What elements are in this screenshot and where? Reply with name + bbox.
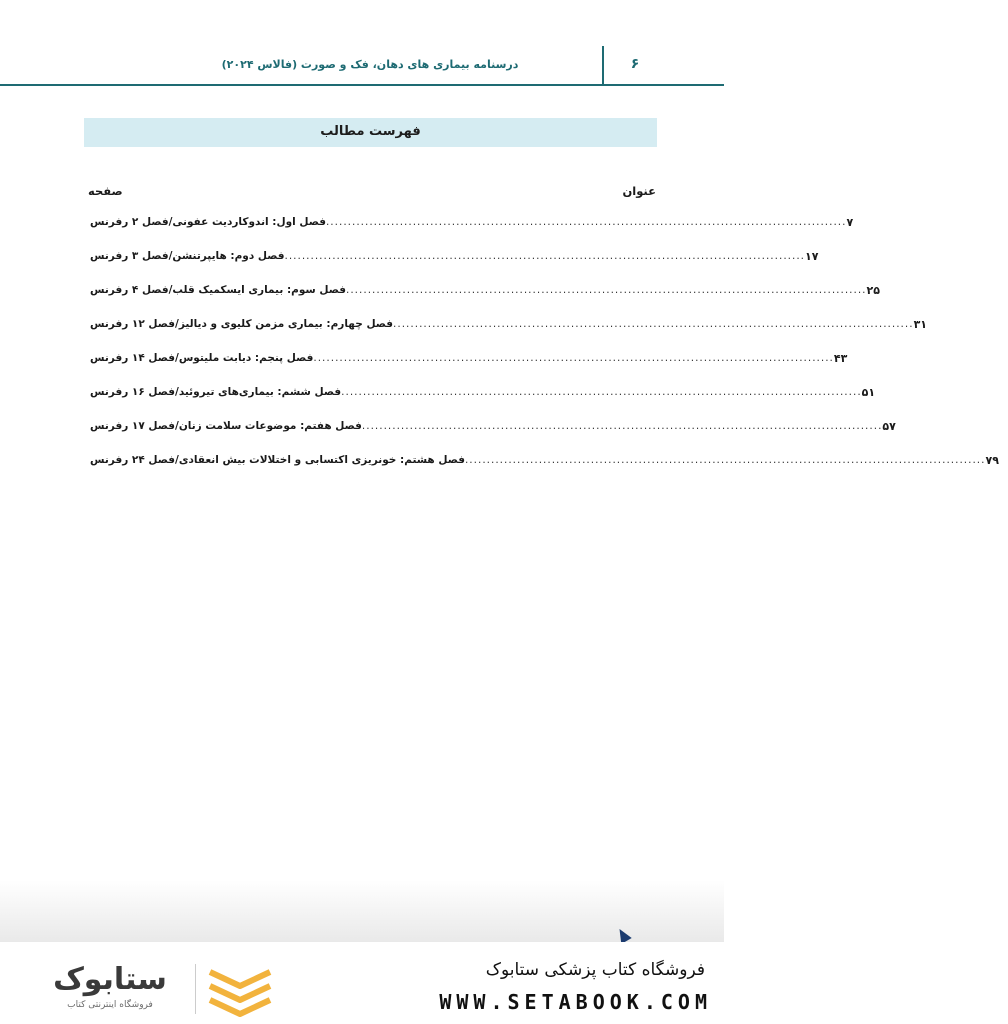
toc-leader-dots: ........................................................................................................................ [393,318,914,330]
toc-leader-dots: ........................................................................................................................ [346,284,867,296]
toc-entry-page: ۳۱ [913,318,928,331]
toc-leader-dots: ........................................................................................................................ [313,352,834,364]
column-header-page: صفحه [88,184,123,198]
toc-entry[interactable] [86,250,819,284]
logo-subtitle: فروشگاه اینترنتی کتاب [67,1000,153,1010]
toc-entry-page: ۲۵ [866,284,880,297]
toc-entry-page: ۱۷ [805,250,819,263]
toc-title: فهرست مطالب [320,124,421,139]
store-url[interactable]: WWW.SETABOOK.COM [439,990,712,1014]
toc-entry[interactable] [86,386,876,420]
toc-entry-title: فصل سوم: بیماری ایسکمیک قلب/فصل ۴ رفرنس [90,284,346,296]
toc-entry-page: ۵۱ [861,386,876,399]
toc-entry-title: فصل ششم: بیماری‌های تیروئید/فصل ۱۶ رفرنس [90,386,342,398]
toc-entry-page: ۴۳ [833,352,848,365]
header-rule [0,84,724,86]
toc-title-bar [84,118,657,147]
toc-leader-dots: ........................................................................................................................ [284,250,806,262]
toc-entry-title: فصل دوم: هایپرتنشن/فصل ۳ رفرنس [90,250,285,262]
header-page-number: ۶ [630,56,640,72]
toc-entry-page: ۵۷ [882,420,896,433]
store-name: فروشگاه کتاب پزشکی ستابوک [485,960,705,980]
toc-entry-page: ۷۹ [985,454,999,467]
toc-entry[interactable] [86,318,928,352]
toc-entry[interactable] [86,420,896,454]
toc-entry-title: فصل اول: اندوکاردیت عفونی/فصل ۲ رفرنس [90,216,326,228]
toc-leader-dots: ........................................................................................................................ [464,454,986,466]
logo-divider [195,964,196,1014]
header-title: درسنامه بیماری های دهان، فک و صورت (فالاس ۲۰۲۴) [221,58,519,71]
toc-entry-title: فصل هشتم: خونریزی اکتسابی و اختلالات بیش انعقادی/فصل ۲۴ رفرنس [90,454,465,466]
toc-leader-dots: ........................................................................................................................ [361,420,883,432]
toc-entry[interactable] [86,454,999,488]
toc-leader-dots: ........................................................................................................................ [341,386,862,398]
toc-entry-page: ۷ [846,216,854,229]
header-separator [602,46,604,86]
toc-entry[interactable] [86,284,880,318]
toc-entry-title: فصل هفتم: موضوعات سلامت زنان/فصل ۱۷ رفرنس [90,420,362,432]
toc-leader-dots: ........................................................................................................................ [325,216,847,228]
page-header [0,46,724,86]
toc-entry-title: فصل پنجم: دیابت ملیتوس/فصل ۱۴ رفرنس [90,352,314,364]
toc-list [86,216,999,488]
logo-wordmark: ستابوک [53,962,167,997]
column-header-title: عنوان [622,184,656,198]
toc-entry[interactable] [86,216,854,250]
book-stack-icon [204,964,276,1016]
toc-entry[interactable] [86,352,848,386]
toc-entry-title: فصل چهارم: بیماری مزمن کلیوی و دیالیز/فصل ۱۲ رفرنس [90,318,394,330]
